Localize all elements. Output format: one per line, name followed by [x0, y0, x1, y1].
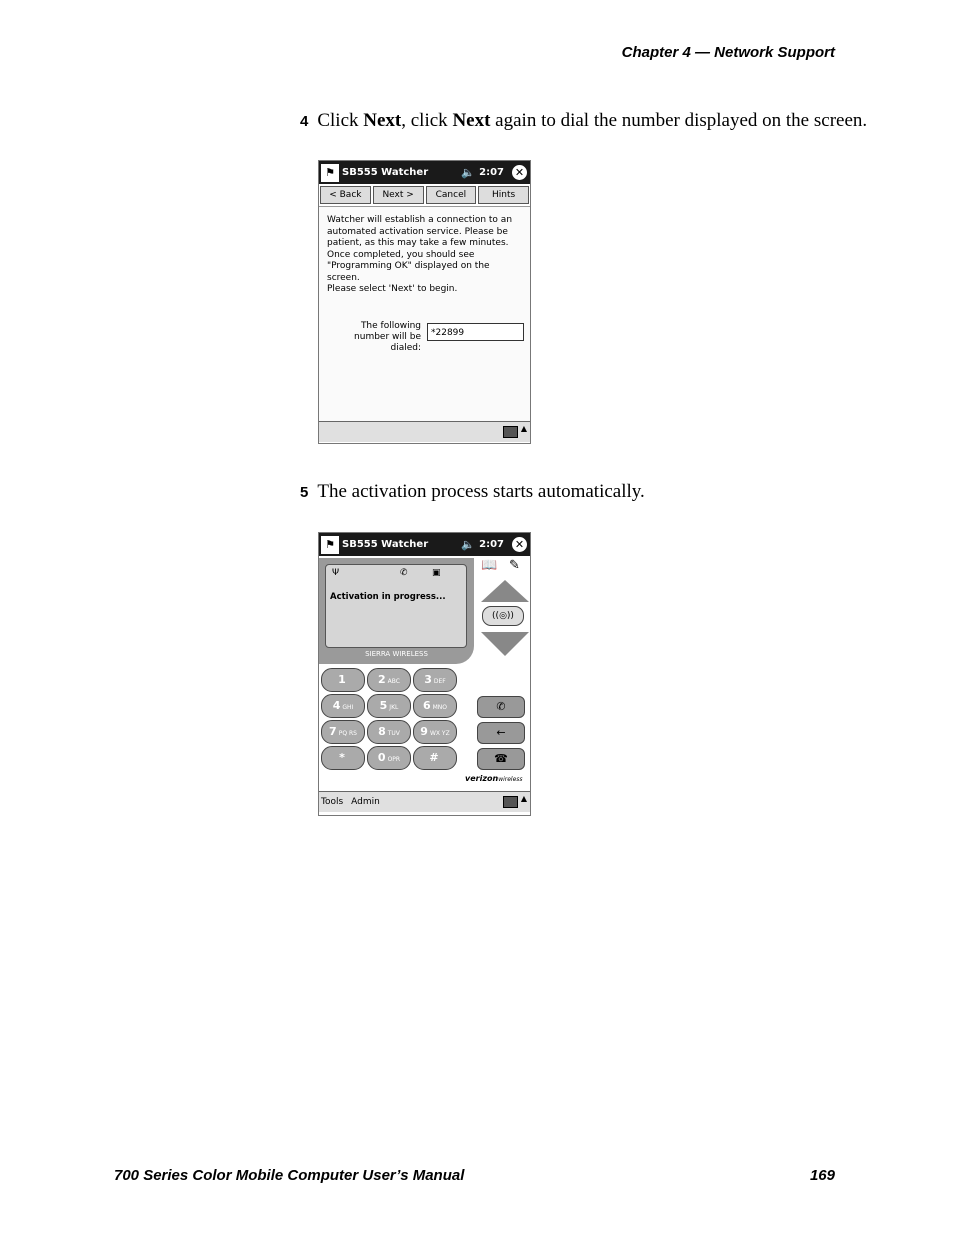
key-letters: GHI: [342, 704, 354, 711]
key-0[interactable]: [367, 746, 411, 770]
scroll-up-button[interactable]: [481, 580, 529, 602]
nav-panel: [477, 556, 529, 686]
footer-title: 700 Series Color Mobile Computer User’s Manual: [114, 1167, 465, 1184]
signal-icon: Ψ: [332, 568, 340, 578]
clock[interactable]: 2:07: [479, 539, 504, 550]
brand-label: SIERRA WIRELESS: [365, 650, 428, 658]
cancel-button[interactable]: Cancel: [426, 186, 477, 204]
status-icon: ▣: [432, 568, 441, 578]
step-5: [300, 481, 645, 503]
key-letters: PQ RS: [338, 730, 357, 737]
keyboard-icon[interactable]: [503, 426, 518, 438]
close-icon[interactable]: ✕: [512, 165, 527, 180]
screenshot-watcher-phone: [318, 532, 531, 816]
phone-body: [319, 556, 530, 791]
key-5[interactable]: [367, 694, 411, 718]
key-letters: MNO: [432, 704, 448, 711]
lcd-display: [325, 564, 467, 648]
key-digit: *: [339, 751, 345, 764]
key-letters: DEF: [433, 678, 446, 685]
clock[interactable]: 2:07: [479, 167, 504, 178]
step-number: 4: [300, 113, 309, 130]
key-6[interactable]: [413, 694, 457, 718]
step-4: [300, 110, 867, 132]
wizard-body: [319, 207, 530, 421]
lcd-frame: [319, 558, 474, 664]
verizon-logo: [465, 774, 523, 783]
title-bar: [319, 533, 530, 556]
logo-subtext: wireless: [498, 776, 523, 783]
backspace-button[interactable]: ←: [477, 722, 525, 744]
end-call-button[interactable]: ☎: [477, 748, 525, 770]
status-text: Activation in progress...: [330, 592, 446, 602]
key-letters: ABC: [387, 678, 400, 685]
key-letters: OPR: [387, 756, 401, 763]
key-letters: WX YZ: [429, 730, 450, 737]
key-1[interactable]: [321, 668, 365, 692]
speaker-icon[interactable]: 🔈: [461, 538, 476, 551]
menu-tools[interactable]: Tools: [321, 797, 344, 807]
step-number: 5: [300, 484, 309, 501]
call-button[interactable]: ✆: [477, 696, 525, 718]
key-digit: 5: [379, 699, 388, 712]
app-title: SB555 Watcher: [342, 167, 429, 178]
step-bold: Next: [363, 110, 402, 131]
step-text: , click: [401, 110, 453, 131]
edit-icon[interactable]: ✎: [509, 558, 520, 573]
next-button[interactable]: Next >: [373, 186, 424, 204]
app-title: SB555 Watcher: [342, 539, 429, 550]
start-flag-icon[interactable]: ⚑: [321, 164, 339, 182]
menu-admin[interactable]: Admin: [351, 797, 380, 807]
menu-bar: [319, 791, 530, 812]
step-bold: Next: [452, 110, 491, 131]
wizard-prompt: Please select 'Next' to begin.: [327, 284, 458, 294]
key-7[interactable]: [321, 720, 365, 744]
menu-bar: [319, 421, 530, 442]
speaker-icon[interactable]: 🔈: [461, 166, 476, 179]
phone-icon: ✆: [400, 568, 408, 578]
key-9[interactable]: [413, 720, 457, 744]
key-digit: 9: [420, 725, 428, 738]
key-hash[interactable]: [413, 746, 457, 770]
step-text: Click: [317, 110, 364, 131]
key-star[interactable]: [321, 746, 365, 770]
key-digit: 0: [377, 751, 386, 764]
key-8[interactable]: [367, 720, 411, 744]
key-digit: 8: [378, 725, 386, 738]
title-bar: [319, 161, 530, 184]
key-digit: 7: [329, 725, 337, 738]
key-letters: TUV: [387, 730, 400, 737]
wizard-buttons: [319, 184, 530, 207]
hints-button[interactable]: Hints: [478, 186, 529, 204]
key-digit: 3: [424, 673, 432, 686]
dial-number-field[interactable]: *22899: [427, 323, 524, 341]
radio-button[interactable]: ((◎)): [482, 606, 524, 626]
key-2[interactable]: [367, 668, 411, 692]
step-text: The activation process starts automatically.: [317, 481, 645, 502]
sip-arrow-icon[interactable]: ▲: [520, 794, 527, 803]
key-letters: JKL: [389, 704, 399, 711]
key-3[interactable]: [413, 668, 457, 692]
logo-text: verizon: [465, 774, 499, 783]
wizard-message: Watcher will establish a connection to an automated activation service. Please be patient, as this may take a few minutes. Once completed, you should see "Programming OK" displayed on the screen.: [327, 215, 513, 283]
sip-arrow-icon[interactable]: ▲: [520, 424, 527, 433]
key-4[interactable]: [321, 694, 365, 718]
scroll-down-button[interactable]: [481, 632, 529, 656]
back-button[interactable]: < Back: [320, 186, 371, 204]
book-icon[interactable]: 📖: [481, 558, 498, 573]
key-digit: 4: [332, 699, 341, 712]
start-flag-icon[interactable]: ⚑: [321, 536, 339, 554]
screenshot-watcher-wizard: [318, 160, 531, 444]
close-icon[interactable]: ✕: [512, 537, 527, 552]
key-digit: 2: [378, 673, 386, 686]
page-number: 169: [809, 1167, 835, 1184]
keyboard-icon[interactable]: [503, 796, 518, 808]
running-header: Chapter 4 — Network Support: [621, 44, 835, 61]
key-digit: #: [429, 751, 439, 764]
key-digit: 6: [422, 699, 431, 712]
key-digit: 1: [338, 673, 346, 686]
dial-label: The following number will be dialed:: [354, 321, 421, 353]
step-text: again to dial the number displayed on the screen.: [490, 110, 868, 131]
